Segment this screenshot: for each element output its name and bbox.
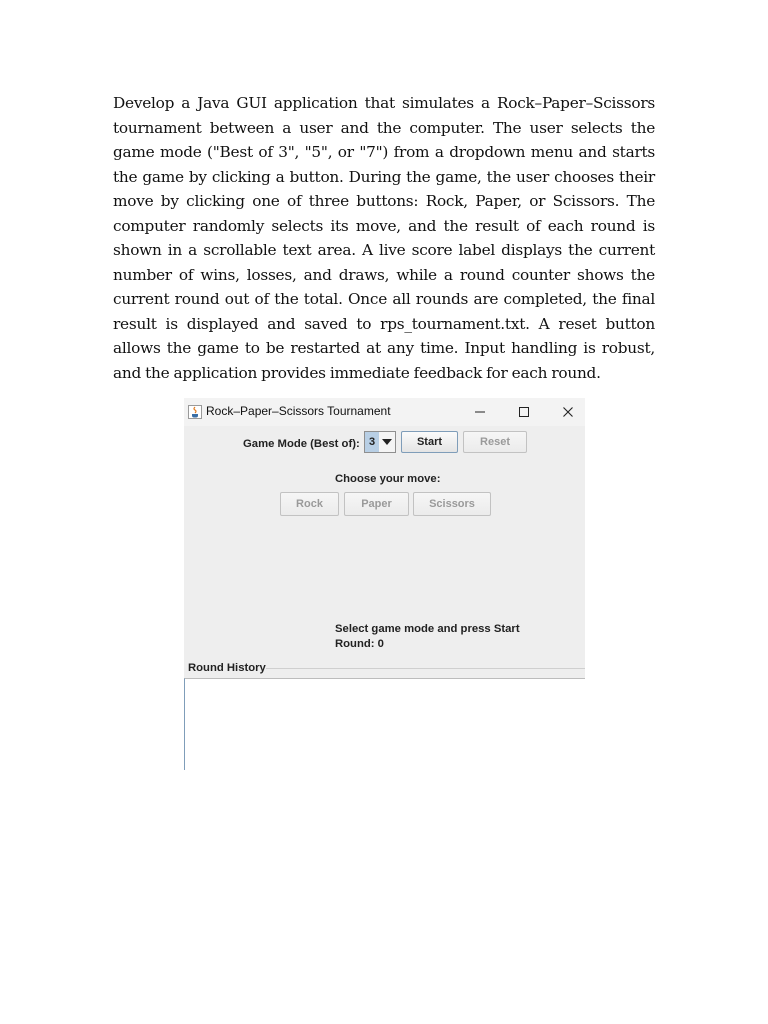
status-message: Select game mode and press Start [335,623,520,635]
maximize-button[interactable] [504,400,544,424]
game-mode-value: 3 [365,432,379,452]
reset-button[interactable]: Reset [463,431,527,453]
scissors-button[interactable]: Scissors [413,492,491,516]
app-window [184,398,585,770]
rock-button[interactable]: Rock [280,492,339,516]
game-mode-label: Game Mode (Best of): [243,438,360,450]
round-counter: Round: 0 [335,638,384,650]
start-button[interactable]: Start [401,431,458,453]
java-icon [188,405,202,419]
game-mode-dropdown[interactable] [364,431,396,453]
chevron-down-icon [382,439,392,445]
minimize-icon [474,406,486,418]
round-history-border [266,668,585,669]
paper-button[interactable]: Paper [344,492,409,516]
round-history-textarea[interactable] [184,678,585,770]
window-title: Rock–Paper–Scissors Tournament [206,404,391,418]
title-bar[interactable] [184,398,585,426]
minimize-button[interactable] [460,400,500,424]
close-button[interactable] [548,400,585,424]
round-history-title: Round History [188,662,266,674]
maximize-icon [518,406,530,418]
close-icon [562,406,574,418]
assignment-paragraph: Develop a Java GUI application that simulates a Rock–Paper–Scissors tournament between a user and the computer. The user selects the game mode ("Best of 3", "5", or "7") from a dropdown menu and starts the game by clicking a button. During the game, the user chooses their move by clicking one of three buttons: Rock, Paper, or Scissors. The computer randomly selects its move, and the result of each round is shown in a scrollable text area. A live score label displays the current number of wins, losses, and draws, while a round counter shows the current round out of the total. Once all rounds are completed, the final result is displayed and saved to rps_tournament.txt. A reset button allows the game to be restarted at any time. Input handling is robust, and the application provides immediate feedback for each round. [113,94,655,382]
move-prompt: Choose your move: [335,473,441,485]
